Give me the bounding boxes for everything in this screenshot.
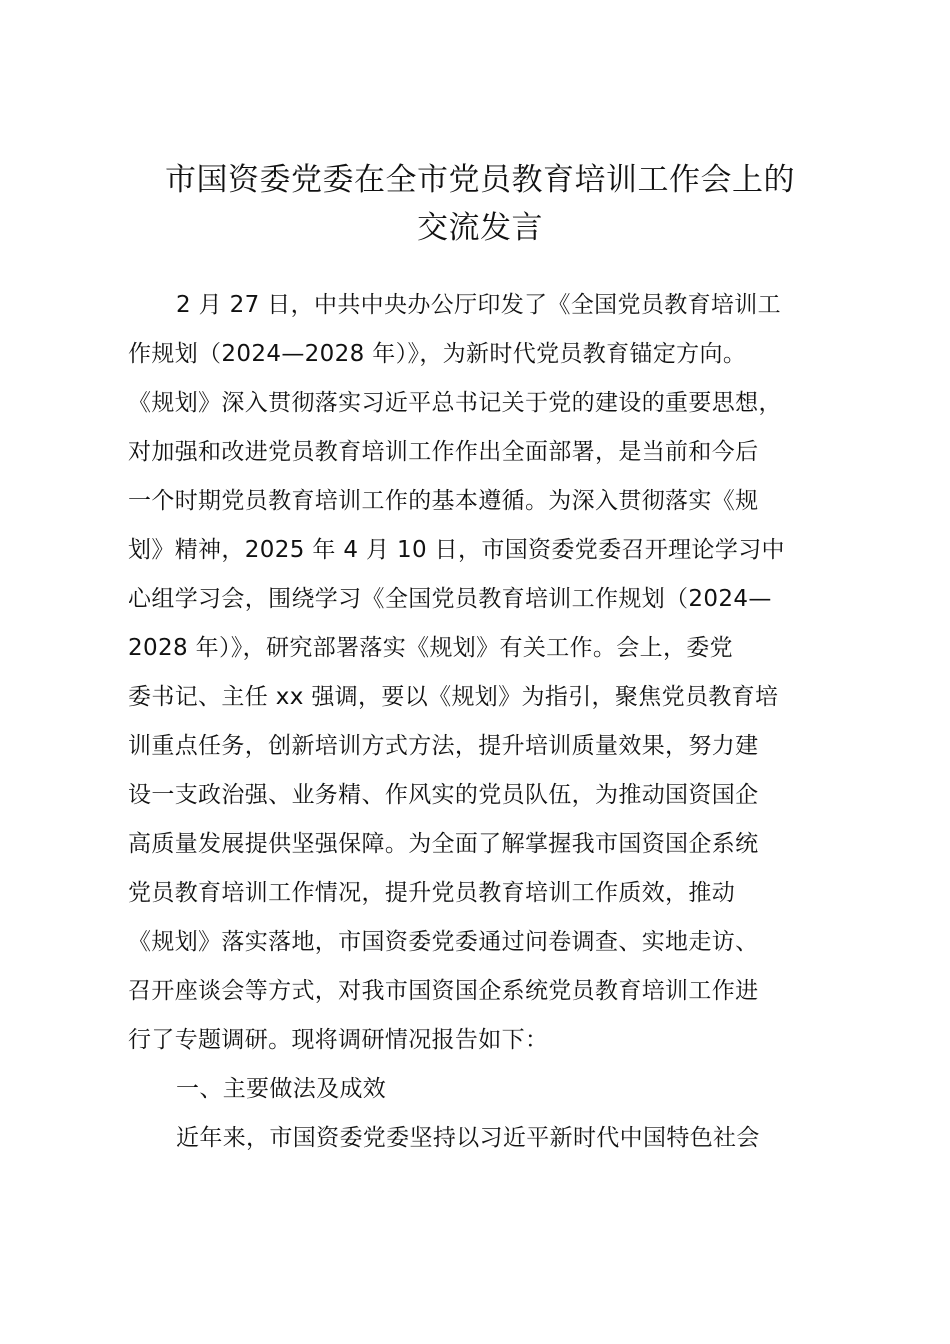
paragraph-line: 近年来，市国资委党委坚持以习近平新时代中国特色社会: [176, 1125, 760, 1151]
paragraph-line: 委书记、主任 xx 强调，要以《规划》为指引，聚焦党员教育培: [128, 684, 779, 710]
paragraph-line: 《规划》落实落地，市国资委党委通过问卷调查、实地走访、: [128, 929, 759, 955]
paragraph-line: 高质量发展提供坚强保障。为全面了解掌握我市国资国企系统: [128, 831, 759, 857]
paragraph-line: 党员教育培训工作情况，提升党员教育培训工作质效，推动: [128, 880, 736, 906]
document-title: [100, 156, 860, 252]
paragraph-line: 一个时期党员教育培训工作的基本遵循。为深入贯彻落实《规: [128, 488, 759, 514]
document-body: [128, 281, 838, 1163]
paragraph-line: 2028 年）》，研究部署落实《规划》有关工作。会上，委党: [128, 635, 733, 661]
section-heading: 一、主要做法及成效: [176, 1076, 387, 1102]
paragraph-line: 划》精神，2025 年 4 月 10 日，市国资委党委召开理论学习中: [128, 537, 785, 563]
paragraph-line: 2 月 27 日，中共中央办公厅印发了《全国党员教育培训工: [176, 292, 781, 318]
paragraph-line: 召开座谈会等方式，对我市国资国企系统党员教育培训工作进: [128, 978, 759, 1004]
paragraph-line: 作规划（2024—2028 年）》，为新时代党员教育锚定方向。: [128, 341, 747, 367]
paragraph-line: 训重点任务，创新培训方式方法，提升培训质量效果，努力建: [128, 733, 759, 759]
paragraph-line: 行了专题调研。现将调研情况报告如下：: [128, 1027, 549, 1053]
title-line-2: 交流发言: [417, 210, 543, 246]
paragraph-line: 对加强和改进党员教育培训工作作出全面部署，是当前和今后: [128, 439, 759, 465]
paragraph-line: 设一支政治强、业务精、作风实的党员队伍，为推动国资国企: [128, 782, 759, 808]
paragraph-line: 心组学习会，围绕学习《全国党员教育培训工作规划（2024—: [128, 586, 772, 612]
title-line-1: 市国资委党委在全市党员教育培训工作会上的: [165, 162, 795, 198]
paragraph-line: 《规划》深入贯彻落实习近平总书记关于党的建设的重要思想，: [128, 390, 782, 416]
